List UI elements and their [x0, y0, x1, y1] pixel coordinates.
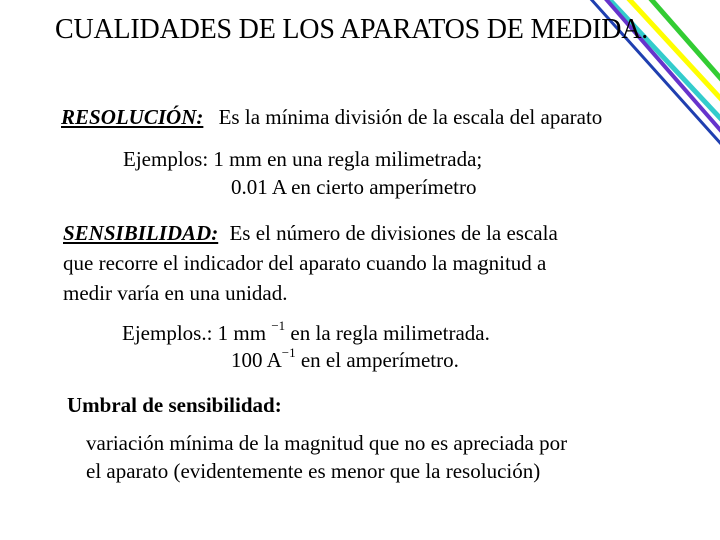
umbral-line-1: variación mínima de la magnitud que no es apreciada por: [86, 431, 568, 455]
sensibilidad-example-1: [122, 318, 490, 348]
sens-ex1-prefix: Ejemplos.: 1 mm: [122, 321, 267, 345]
page-title: CUALIDADES DE LOS APARATOS DE MEDIDA.: [55, 14, 649, 45]
resolucion-example-1: Ejemplos: 1 mm en una regla milimetrada;: [123, 147, 483, 171]
sens-ex1-exponent: −1: [271, 318, 286, 333]
sensibilidad-example-2: [231, 345, 459, 375]
sensibilidad-definition-2: que recorre el indicador del aparato cuando la magnitud a: [63, 251, 547, 275]
resolucion-term: RESOLUCIÓN:: [61, 105, 204, 129]
sens-ex2-suffix: en el amperímetro.: [300, 348, 459, 372]
umbral-heading: Umbral de sensibilidad:: [67, 393, 282, 417]
sensibilidad-text-1: Es el número de divisiones de la escala: [229, 221, 558, 245]
sensibilidad-term: SENSIBILIDAD:: [63, 221, 219, 245]
stripe-green: [650, 0, 720, 80]
sens-ex1-suffix: en la regla milimetrada.: [290, 321, 490, 345]
sens-ex2-exponent: −1: [281, 345, 296, 360]
sensibilidad-definition-1: [63, 218, 558, 248]
resolucion-example-2: 0.01 A en cierto amperímetro: [231, 175, 477, 199]
sens-ex2-prefix: 100 A: [231, 348, 282, 372]
sensibilidad-definition-3: medir varía en una unidad.: [63, 281, 288, 305]
resolucion-text: Es la mínima división de la escala del aparato: [218, 105, 603, 129]
resolucion-definition: [61, 102, 602, 132]
umbral-line-2: el aparato (evidentemente es menor que la resolución): [86, 459, 541, 483]
